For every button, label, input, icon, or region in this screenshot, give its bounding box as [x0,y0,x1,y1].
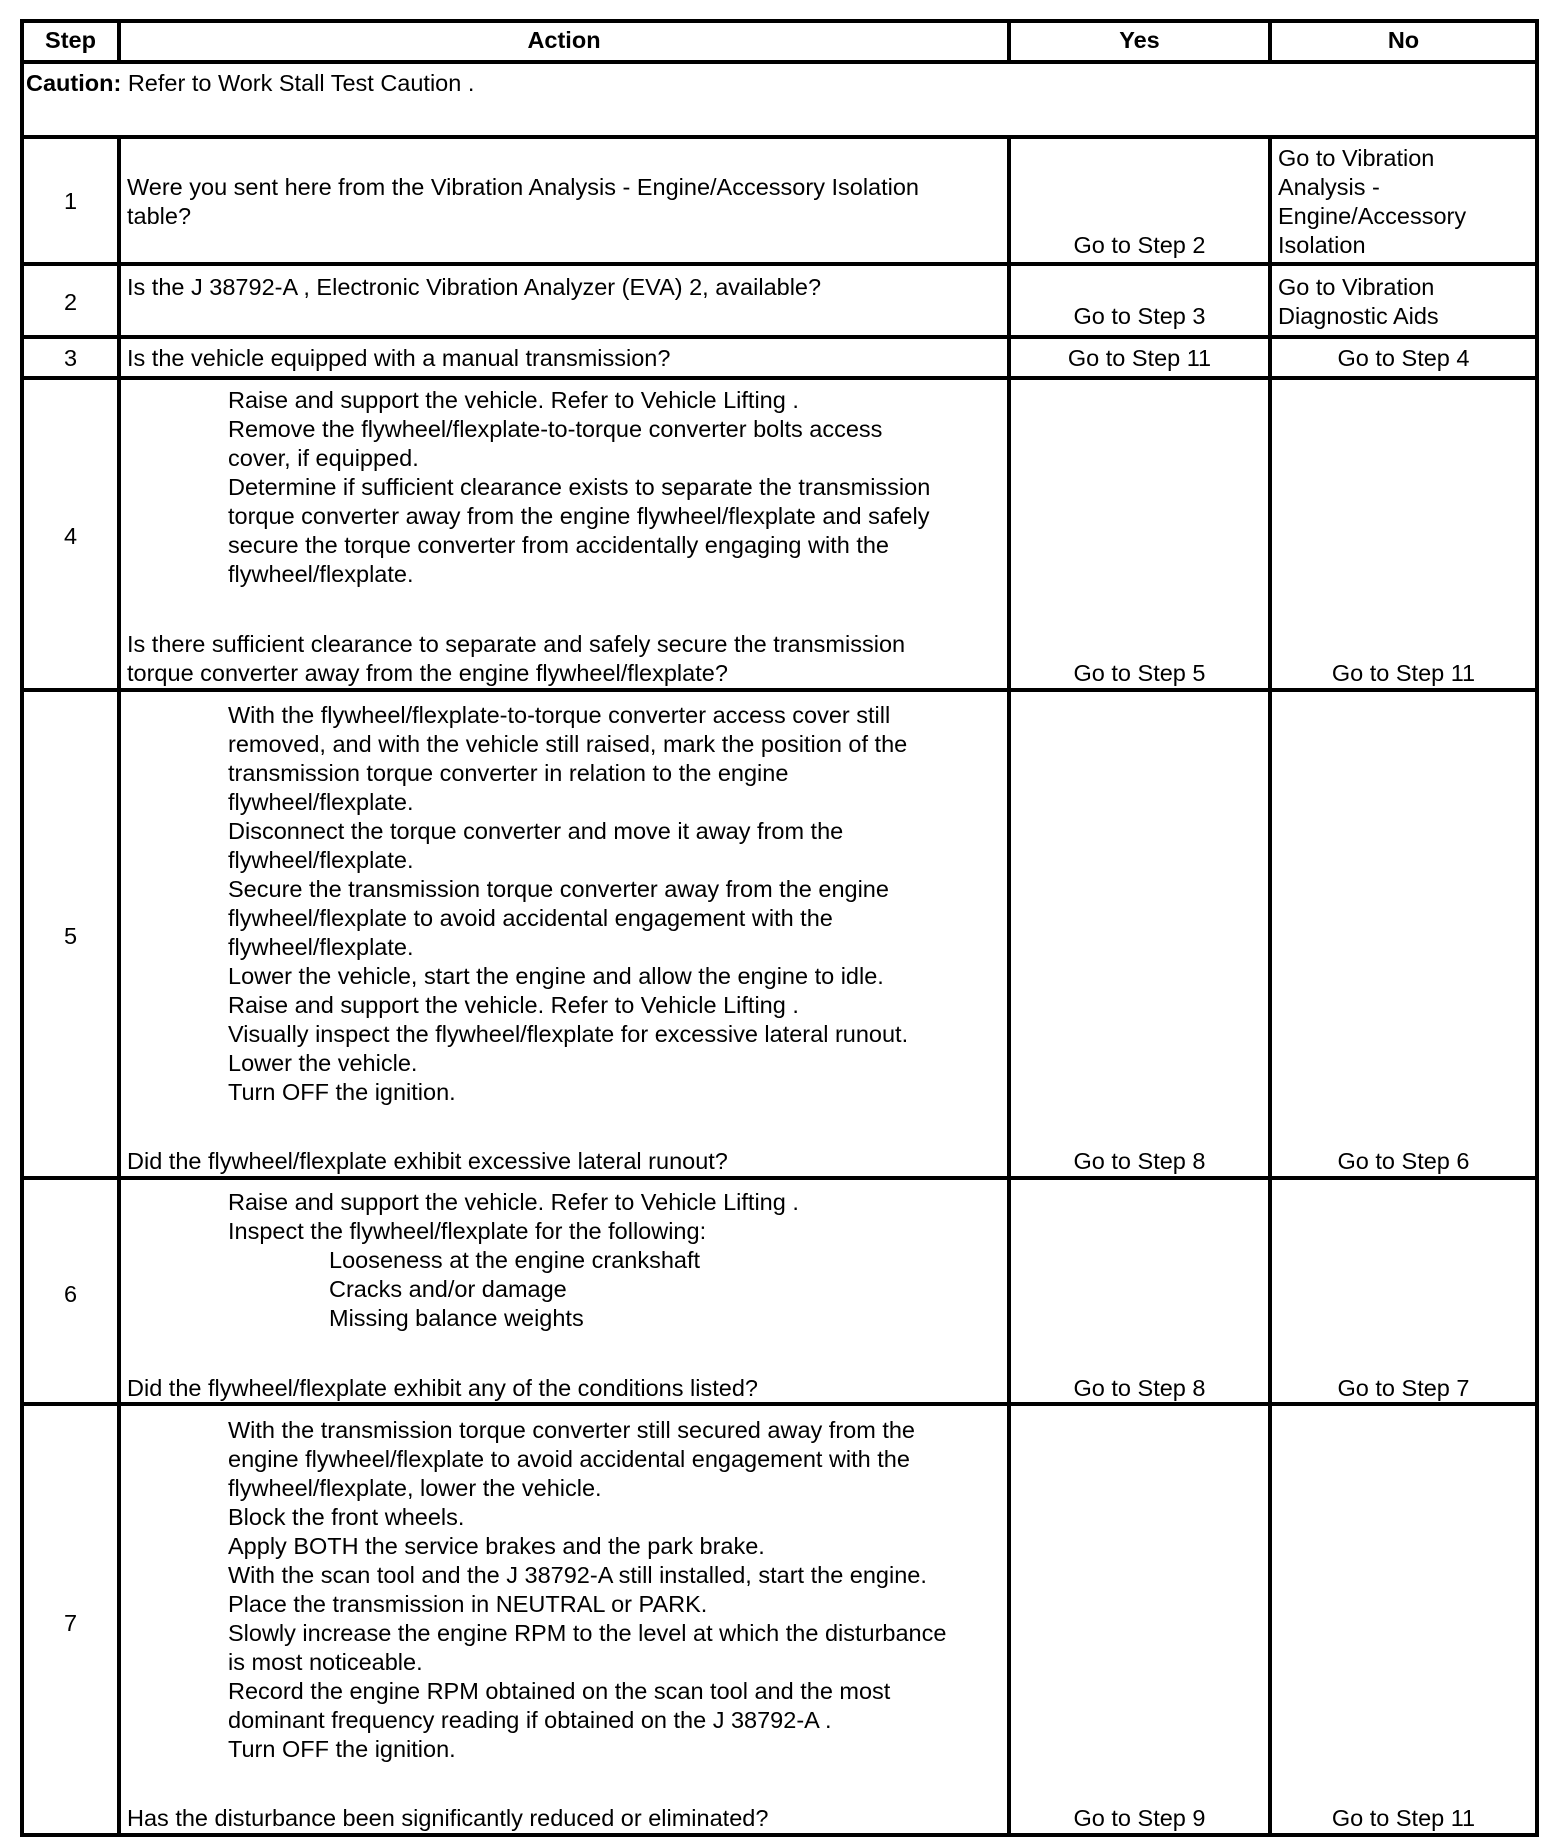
list-item: Missing balance weights [329,1305,584,1331]
action-instructions: With the transmission torque converter still secured away from the engine flywheel/flexplate to avoid accidental engagement with the flywheel/flexplate, lower the vehicle. Block the front wheels. Apply BOTH the service brakes and the park brake. With the scan tool and the J 38792-A still installed, start the engine. Place the transmission in NEUTRAL or PARK. Slowly increase the engine RPM to the level at which the disturbance is most noticeable. Record the engine RPM obtained on the scan tool and the most dominant frequency reading if obtained on the J 38792-A . Turn OFF the ignition. [228,1417,947,1762]
step-number: 5 [63,923,78,949]
list-item: Looseness at the engine crankshaft [329,1247,701,1273]
action-question: Is there sufficient clearance to separate and safely secure the transmission torque converter away from the engine flywheel/flexplate? [127,631,906,686]
action-question: Is the J 38792-A , Electronic Vibration Analyzer (EVA) 2, available? [127,274,822,300]
action-question: Is the vehicle equipped with a manual transmission? [127,345,671,371]
yes-link[interactable]: Go to Step 8 [1073,1375,1206,1401]
caution-note [26,69,474,98]
action-instructions: Raise and support the vehicle. Refer to Vehicle Lifting . Inspect the flywheel/flexplate for the following: [228,1189,799,1244]
yes-link[interactable]: Go to Step 2 [1073,232,1206,258]
yes-link[interactable]: Go to Step 9 [1073,1805,1206,1831]
header-no: No [1387,27,1420,53]
no-link[interactable]: Go to Step 7 [1337,1375,1470,1401]
no-link[interactable]: Go to Vibration Diagnostic Aids [1278,274,1439,329]
no-link[interactable]: Go to Step 4 [1337,345,1470,371]
header-yes: Yes [1119,27,1160,53]
action-question: Were you sent here from the Vibration Analysis - Engine/Accessory Isolation table? [127,174,920,229]
header-action: Action [527,27,601,53]
step-number: 7 [63,1610,78,1636]
step-number: 3 [63,345,78,371]
yes-link[interactable]: Go to Step 8 [1073,1148,1206,1174]
action-instructions: Raise and support the vehicle. Refer to Vehicle Lifting . Remove the flywheel/flexplate-to-torque converter bolts access cover, if equipped. Determine if sufficient clearance exists to separate the transmission torque converter away from the engine flywheel/flexplate and safely secure the torque converter from accidentally engaging with the flywheel/flexplate. [228,387,931,587]
step-number: 1 [63,188,78,214]
action-question: Did the flywheel/flexplate exhibit any of the conditions listed? [127,1375,758,1401]
no-link[interactable]: Go to Step 6 [1337,1148,1470,1174]
no-link[interactable]: Go to Step 11 [1331,660,1476,686]
no-link[interactable]: Go to Step 11 [1331,1805,1476,1831]
action-subitems [329,1246,700,1333]
action-question: Has the disturbance been significantly reduced or eliminated? [127,1805,769,1831]
no-link[interactable]: Go to Vibration Analysis - Engine/Accessory Isolation [1278,145,1467,258]
step-number: 6 [63,1281,78,1307]
action-instructions: With the flywheel/flexplate-to-torque converter access cover still removed, and with the vehicle still raised, mark the position of the transmission torque converter in relation to the engine flywheel/flexplate. Disconnect the torque converter and move it away from the flywheel/flexplate. Secure the transmission torque converter away from the engine flywheel/flexplate to avoid accidental engagement with the flywheel/flexplate. Lower the vehicle, start the engine and allow the engine to idle. Raise and support the vehicle. Refer to Vehicle Lifting . Visually inspect the flywheel/flexplate for excessive lateral runout. Lower the vehicle. Turn OFF the ignition. [228,702,909,1105]
yes-link[interactable]: Go to Step 5 [1073,660,1206,686]
yes-link[interactable]: Go to Step 11 [1067,345,1212,371]
caution-label: Caution: [26,70,122,96]
step-number: 4 [63,523,78,549]
header-step: Step [45,27,96,53]
list-item: Cracks and/or damage [329,1276,567,1302]
caution-text: Refer to Work Stall Test Caution . [127,70,475,96]
action-question: Did the flywheel/flexplate exhibit excessive lateral runout? [127,1148,728,1174]
yes-link[interactable]: Go to Step 3 [1073,303,1206,329]
step-number: 2 [63,289,78,315]
